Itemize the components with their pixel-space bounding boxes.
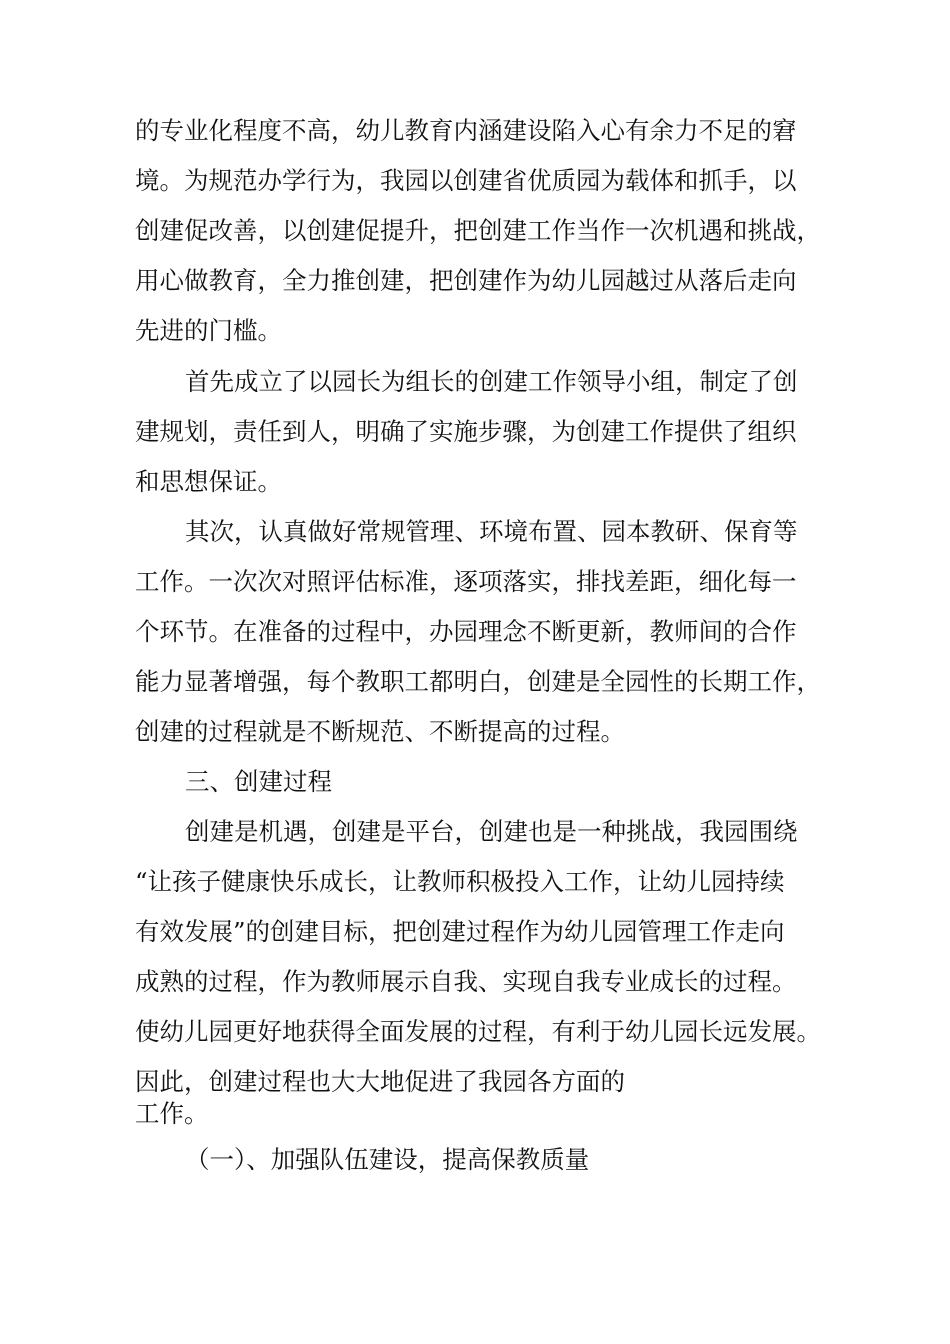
text-line: 创建促改善，以创建促提升，把创建工作当作一次机遇和挑战， xyxy=(135,216,821,245)
text-line: 创建是机遇，创建是平台，创建也是一种挑战，我园围绕 xyxy=(185,817,798,846)
text-line: 首先成立了以园长为组长的创建工作领导小组，制定了创 xyxy=(185,367,798,396)
text-line: 使幼儿园更好地获得全面发展的过程，有利于幼儿园长远发展。 xyxy=(135,1017,821,1046)
text-line: 个环节。在准备的过程中，办园理念不断更新，教师间的合作 xyxy=(135,617,797,646)
text-line: 的专业化程度不高，幼儿教育内涵建设陷入心有余力不足的窘 xyxy=(135,116,797,145)
section-heading: 三、创建过程 xyxy=(185,767,332,796)
text-line: 其次，认真做好常规管理、环境布置、园本教研、保育等 xyxy=(185,517,798,546)
subsection-heading: （一）、加强队伍建设，提高保教质量 xyxy=(185,1145,590,1174)
text-line: 有效发展”的创建目标，把创建过程作为幼儿园管理工作走向 xyxy=(135,917,785,946)
text-line: 和思想保证。 xyxy=(135,467,282,496)
text-line: 用心做教育，全力推创建，把创建作为幼儿园越过从落后走向 xyxy=(135,266,797,295)
text-line: 建规划，责任到人，明确了实施步骤，为创建工作提供了组织 xyxy=(135,417,797,446)
text-line: 工作。一次次对照评估标准，逐项落实，排找差距，细化每一 xyxy=(135,567,797,596)
text-line: 创建的过程就是不断规范、不断提高的过程。 xyxy=(135,717,625,746)
text-line: 先进的门槛。 xyxy=(135,316,282,345)
text-line: 工作。 xyxy=(135,1099,209,1128)
text-line: 因此，创建过程也大大地促进了我园各方面的 xyxy=(135,1067,625,1096)
text-line: 成熟的过程，作为教师展示自我、实现自我专业成长的过程。 xyxy=(135,967,797,996)
text-line: 能力显著增强，每个教职工都明白，创建是全园性的长期工作， xyxy=(135,667,821,696)
text-line: 境。为规范办学行为，我园以创建省优质园为载体和抓手，以 xyxy=(135,166,797,195)
text-line: “让孩子健康快乐成长，让教师积极投入工作，让幼儿园持续 xyxy=(135,867,785,896)
